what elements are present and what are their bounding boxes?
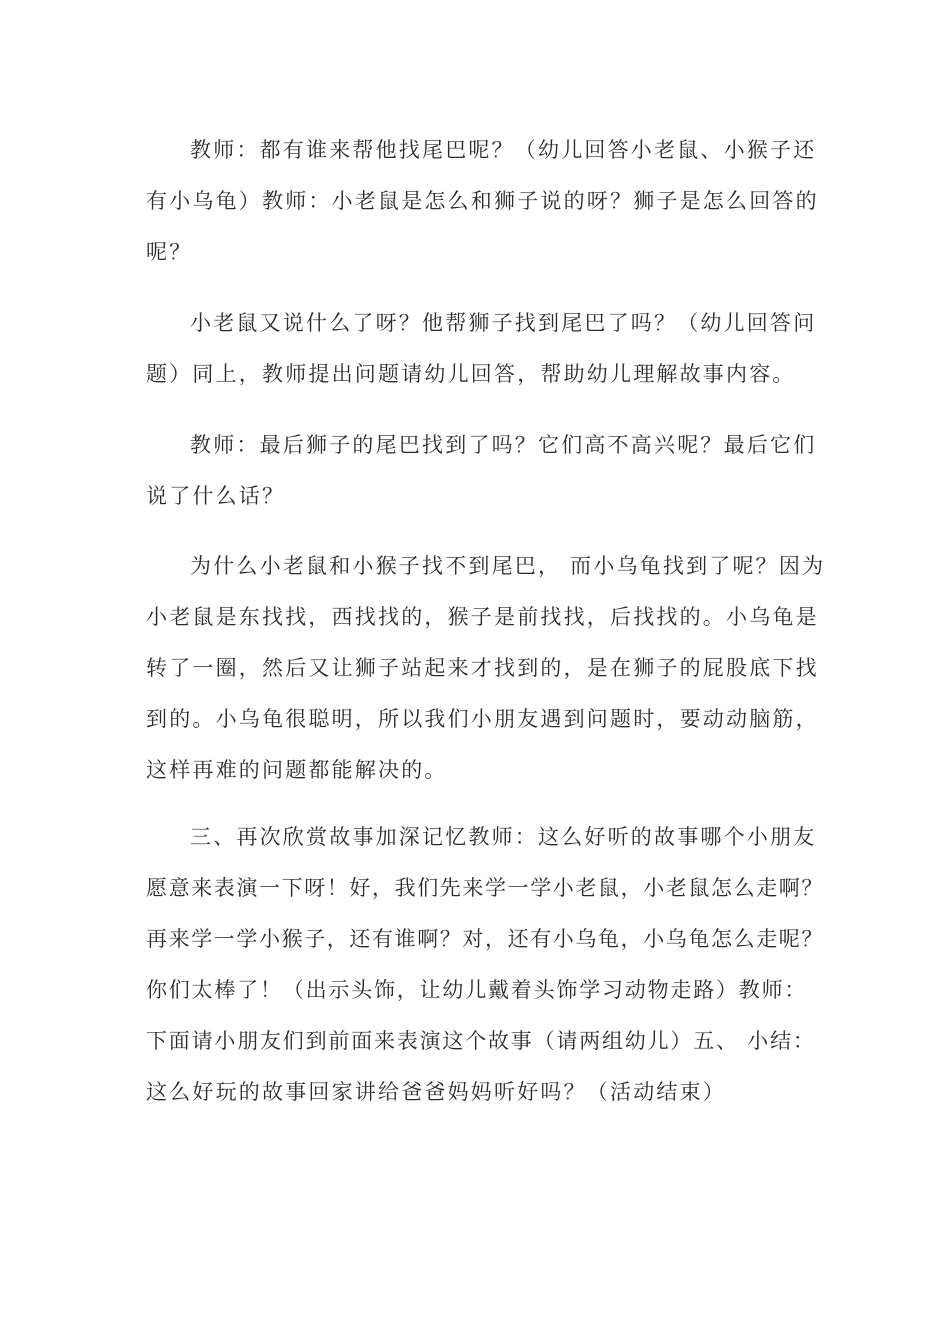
text-line: 小老鼠又说什么了呀？他帮狮子找到尾巴了吗？（幼儿回答问 <box>190 311 817 335</box>
text-line: 到的。小乌龟很聪明，所以我们小朋友遇到问题时，要动动脑筋， <box>146 707 819 731</box>
text-line: 转了一圈，然后又让狮子站起来才找到的，是在狮子的屁股底下找 <box>146 656 819 680</box>
text-line: 教师：最后狮子的尾巴找到了吗？它们高不高兴呢？最后它们 <box>190 433 817 457</box>
text-line: 下面请小朋友们到前面来表演这个故事（请两组幼儿）五、 小结： <box>146 1029 816 1053</box>
text-line: 这么好玩的故事回家讲给爸爸妈妈听好吗？（活动结束） <box>146 1080 726 1104</box>
text-line: 再来学一学小猴子，还有谁啊？对，还有小乌龟，小乌龟怎么走呢？ <box>146 927 824 951</box>
text-line: 三、再次欣赏故事加深记忆教师：这么好听的故事哪个小朋友 <box>190 825 817 849</box>
text-line: 呢？ <box>146 240 193 264</box>
paragraph-mouse-question <box>146 298 817 400</box>
text-line: 你们太棒了！（出示头饰，让幼儿戴着头饰学习动物走路）教师： <box>146 978 808 1002</box>
text-line: 愿意来表演一下呀！好，我们先来学一学小老鼠，小老鼠怎么走啊？ <box>146 876 824 900</box>
text-line: 为什么小老鼠和小猴子找不到尾巴， 而小乌龟找到了呢？因为 <box>190 554 826 578</box>
text-line: 题）同上，教师提出问题请幼儿回答，帮助幼儿理解故事内容。 <box>146 362 796 386</box>
paragraph-why-turtle <box>146 541 826 796</box>
text-line: 小老鼠是东找找，西找找的，猴子是前找找，后找找的。小乌龟是 <box>146 605 819 629</box>
text-line: 教师：都有谁来帮他找尾巴呢？（幼儿回答小老鼠、小猴子还 <box>190 138 817 162</box>
paragraph-section-three <box>146 812 824 1118</box>
text-line: 有小乌龟）教师：小老鼠是怎么和狮子说的呀？狮子是怎么回答的 <box>146 189 819 213</box>
text-line: 说了什么话？ <box>146 484 286 508</box>
text-line: 这样再难的问题都能解决的。 <box>146 758 448 782</box>
paragraph-helpers-question <box>146 125 819 278</box>
paragraph-tail-found-question <box>146 420 817 522</box>
